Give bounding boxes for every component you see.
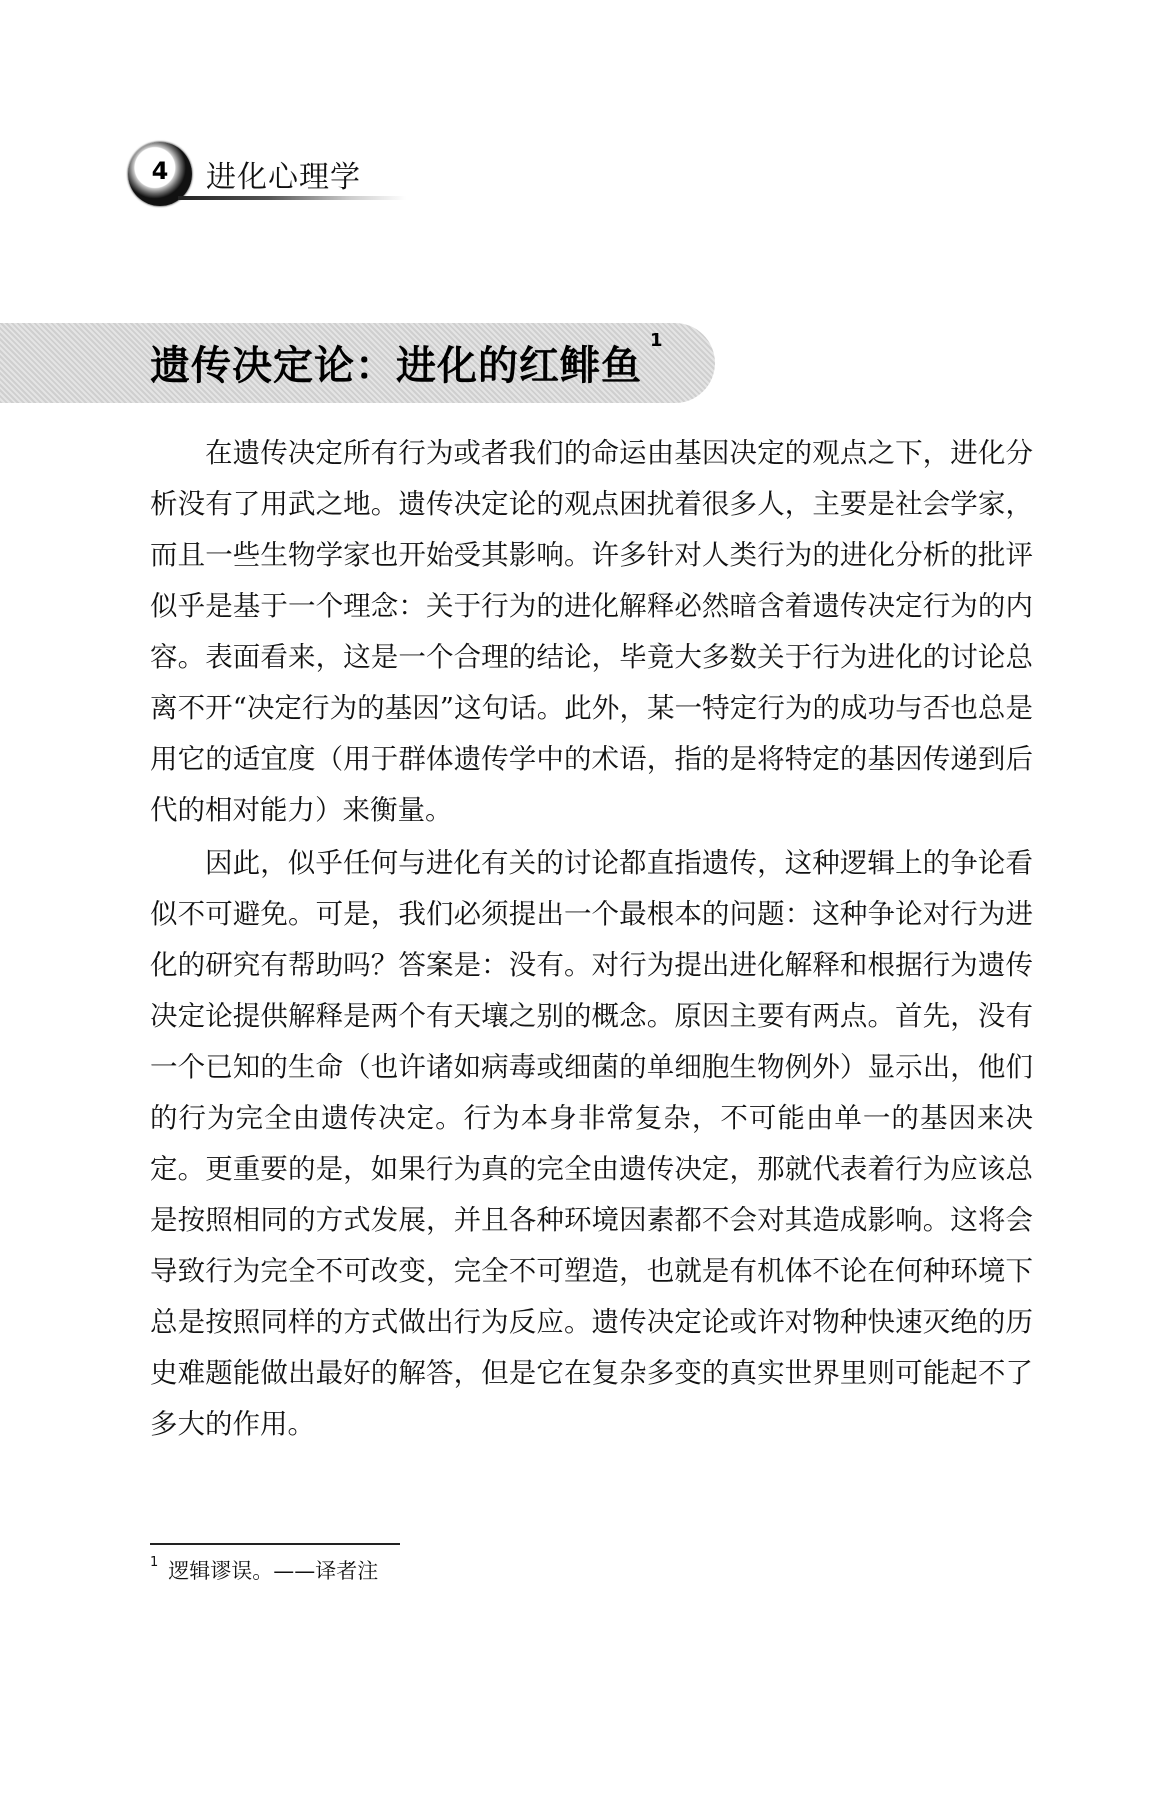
footnote (150, 1555, 378, 1585)
body-text (150, 428, 1033, 1452)
section-heading (150, 330, 664, 391)
running-header (128, 138, 408, 210)
footnote-mark: 1 (150, 1555, 159, 1570)
footnote-divider (150, 1543, 400, 1545)
book-title: 进化心理学 (206, 160, 361, 195)
header-rule (178, 196, 406, 200)
section-heading-text: 遗传决定论：进化的红鲱鱼 (150, 343, 642, 389)
paragraph: 在遗传决定所有行为或者我们的命运由基因决定的观点之下，进化分析没有了用武之地。遗传决定论的观点困扰着很多人，主要是社会学家，而且一些生物学家也开始受其影响。许多针对人类行为的进化分析的批评似乎是基于一个理念：关于行为的进化解释必然暗含着遗传决定行为的内容。表面看来，这是一个合理的结论，毕竟大多数关于行为进化的讨论总离不开“决定行为的基因”这句话。此外，某一特定行为的成功与否也总是用它的适宜度（用于群体遗传学中的术语，指的是将特定的基因传递到后代的相对能力）来衡量。 (150, 437, 1033, 826)
page-number: 4 (151, 157, 169, 185)
paragraph: 因此，似乎任何与进化有关的讨论都直指遗传，这种逻辑上的争论看似不可避免。可是，我们必须提出一个最根本的问题：这种争论对行为进化的研究有帮助吗？答案是：没有。对行为提出进化解释和根据行为遗传决定论提供解释是两个有天壤之别的概念。原因主要有两点。首先，没有一个已知的生命（也许诸如病毒或细菌的单细胞生物例外）显示出，他们的行为完全由遗传决定。行为本身非常复杂，不可能由单一的基因来决定。更重要的是，如果行为真的完全由遗传决定，那就代表着行为应该总是按照相同的方式发展，并且各种环境因素都不会对其造成影响。这将会导致行为完全不可改变，完全不可塑造，也就是有机体不论在何种环境下总是按照同样的方式做出行为反应。遗传决定论或许对物种快速灭绝的历史难题能做出最好的解答，但是它在复杂多变的真实世界里则可能起不了多大的作用。 (150, 847, 1033, 1440)
footnote-text: 逻辑谬误。——译者注 (168, 1559, 379, 1583)
heading-footnote-mark: 1 (650, 330, 664, 351)
